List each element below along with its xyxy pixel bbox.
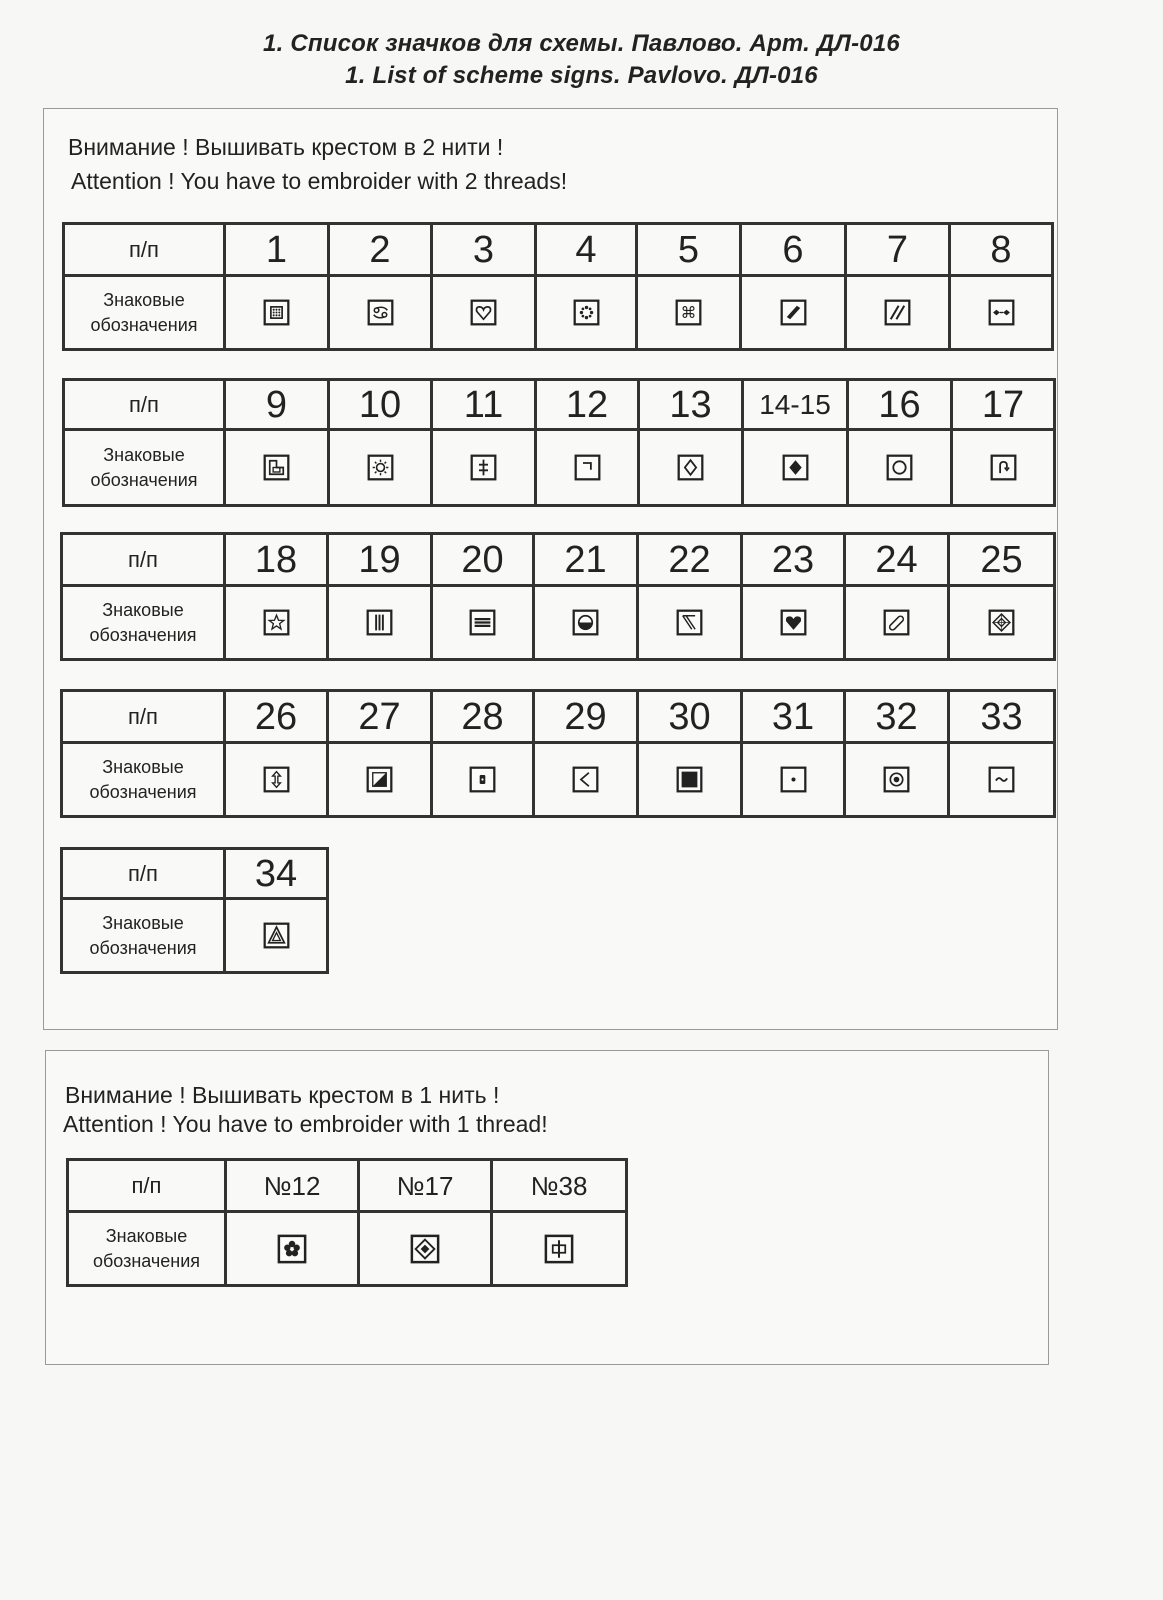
row-header: п/п [62, 691, 225, 743]
symbol-number: 26 [225, 691, 328, 743]
attention-en-two-threads: Attention ! You have to embroider with 2 threads! [71, 168, 568, 194]
symbol-cell [432, 276, 536, 350]
filled-square-icon [676, 766, 703, 793]
symbol-cell [845, 743, 949, 817]
star-outline-icon [263, 609, 290, 636]
circle-dot-icon [883, 766, 910, 793]
legend-table-3 [60, 532, 1056, 661]
symbol-cell [743, 430, 848, 506]
row-label [62, 743, 225, 817]
symbol-number: 23 [742, 534, 845, 586]
symbol-cell [949, 586, 1055, 660]
symbol-cell [536, 276, 637, 350]
symbol-number: 18 [225, 534, 328, 586]
symbol-number: 9 [225, 380, 329, 430]
symbol-number: 7 [846, 224, 950, 276]
symbol-number: 10 [329, 380, 432, 430]
center-dot-icon [780, 766, 807, 793]
symbol-number: 30 [638, 691, 742, 743]
svg-text:⌘: ⌘ [680, 303, 697, 323]
symbol-cell [329, 430, 432, 506]
row-label-line1: Знаковые [103, 444, 185, 465]
row-header: п/п [64, 224, 225, 276]
legend-table-1 [62, 222, 1054, 351]
symbol-number: 32 [845, 691, 949, 743]
diamond-in-diamond-icon [988, 609, 1015, 636]
symbol-number: 8 [950, 224, 1053, 276]
symbol-number: 20 [432, 534, 534, 586]
loop-arrow-icon [990, 454, 1017, 481]
symbol-cell [639, 430, 743, 506]
symbol-number: 6 [741, 224, 846, 276]
symbol-cell [432, 586, 534, 660]
double-cross-icon [470, 454, 497, 481]
corner-bracket-icon [574, 454, 601, 481]
symbol-cell [846, 276, 950, 350]
small-square-dot-icon [469, 766, 496, 793]
symbol-cell [225, 276, 329, 350]
symbol-number: 13 [639, 380, 743, 430]
row-label-line2: обозначения [89, 781, 197, 802]
symbol-cell [328, 743, 432, 817]
symbol-cell [742, 743, 845, 817]
symbol-cell [741, 276, 846, 350]
row-label [62, 899, 225, 973]
row-label-line2: обозначения [89, 624, 197, 645]
command-loop-icon [675, 299, 702, 326]
row-label-line2: обозначения [90, 314, 198, 335]
symbol-number: 1 [225, 224, 329, 276]
symbol-cell [432, 743, 534, 817]
symbol-number: 14-15 [743, 380, 848, 430]
symbol-number: 12 [536, 380, 639, 430]
symbol-number: 27 [328, 691, 432, 743]
symbol-cell [359, 1212, 492, 1286]
symbol-number: №17 [359, 1160, 492, 1212]
symbol-number: 31 [742, 691, 845, 743]
diamond-filled-icon [782, 454, 809, 481]
horizontal-bars-icon [469, 609, 496, 636]
row-label-line2: обозначения [92, 1250, 201, 1271]
symbol-cell [225, 743, 328, 817]
row-label-line2: обозначения [89, 937, 197, 958]
symbol-cell [225, 430, 329, 506]
symbol-cell [226, 1212, 359, 1286]
row-label [62, 586, 225, 660]
symbol-cell [534, 743, 638, 817]
triangle-in-triangle-icon [263, 922, 290, 949]
double-diamond-icon [988, 299, 1015, 326]
symbol-number: №38 [492, 1160, 627, 1212]
symbol-number: 11 [432, 380, 536, 430]
symbol-cell [432, 430, 536, 506]
page-title-ru: 1. Список значков для схемы. Павлово. Арт. ДЛ-016 [263, 30, 900, 57]
double-slash-icon [884, 299, 911, 326]
row-label-line1: Знаковые [102, 599, 184, 620]
symbol-number: 17 [952, 380, 1055, 430]
symbol-number: 25 [949, 534, 1055, 586]
symbol-number: №12 [226, 1160, 359, 1212]
cancer-sign-icon [367, 299, 394, 326]
attention-en-one-thread: Attention ! You have to embroider with 1 thread! [63, 1111, 548, 1137]
symbol-number: 16 [848, 380, 952, 430]
row-header: п/п [64, 380, 225, 430]
row-label [68, 1212, 226, 1286]
row-header: п/п [62, 849, 225, 899]
flower-filled-icon [277, 1234, 307, 1264]
symbol-cell [742, 586, 845, 660]
symbol-cell [225, 899, 328, 973]
row-label [64, 430, 225, 506]
symbol-cell [638, 743, 742, 817]
symbol-number: 28 [432, 691, 534, 743]
symbol-cell [638, 586, 742, 660]
sun-outline-icon [367, 454, 394, 481]
page-title-en: 1. List of scheme signs. Pavlovo. ДЛ-016 [345, 62, 818, 89]
symbol-cell [328, 586, 432, 660]
symbol-number: 4 [536, 224, 637, 276]
nested-square-icon [263, 454, 290, 481]
half-circle-filled-icon [572, 609, 599, 636]
symbol-number: 5 [637, 224, 741, 276]
symbol-cell [492, 1212, 627, 1286]
half-square-filled-icon [366, 766, 393, 793]
symbol-cell [952, 430, 1055, 506]
attention-ru-one-thread: Внимание ! Вышивать крестом в 1 нить ! [65, 1082, 500, 1108]
symbol-number: 24 [845, 534, 949, 586]
legend-table-2 [62, 378, 1056, 507]
symbol-cell [225, 586, 328, 660]
row-label-line2: обозначения [90, 469, 198, 490]
tilde-icon [988, 766, 1015, 793]
diamond-outline-icon [677, 454, 704, 481]
symbol-number: 22 [638, 534, 742, 586]
row-label-line1: Знаковые [102, 912, 184, 933]
symbol-cell [949, 743, 1055, 817]
row-header: п/п [68, 1160, 226, 1212]
symbol-number: 21 [534, 534, 638, 586]
symbol-number: 19 [328, 534, 432, 586]
symbol-cell [536, 430, 639, 506]
diamond-target-icon [410, 1234, 440, 1264]
row-header: п/п [62, 534, 225, 586]
symbol-number: 33 [949, 691, 1055, 743]
heart-filled-icon [780, 609, 807, 636]
flower-dots-icon [573, 299, 600, 326]
symbol-cell [637, 276, 741, 350]
symbol-cell [534, 586, 638, 660]
symbol-number: 34 [225, 849, 328, 899]
row-label-line1: Знаковые [105, 1225, 188, 1246]
up-down-arrow-icon [263, 766, 290, 793]
capsule-diagonal-icon [883, 609, 910, 636]
symbol-cell [329, 276, 432, 350]
vertical-bars-icon [366, 609, 393, 636]
row-label-line1: Знаковые [102, 756, 184, 777]
legend-table-5 [60, 847, 329, 974]
left-chevron-icon [572, 766, 599, 793]
symbol-number: 2 [329, 224, 432, 276]
symbol-cell [845, 586, 949, 660]
heart-outline-icon [470, 299, 497, 326]
symbol-number: 29 [534, 691, 638, 743]
row-label [64, 276, 225, 350]
row-label-line1: Знаковые [103, 289, 185, 310]
legend-table-one-thread [66, 1158, 628, 1287]
dotted-grid-square-icon [263, 299, 290, 326]
center-cross-icon [544, 1234, 574, 1264]
legend-table-4 [60, 689, 1056, 818]
circle-outline-icon [886, 454, 913, 481]
attention-ru-two-threads: Внимание ! Вышивать крестом в 2 нити ! [68, 134, 504, 160]
diagonal-lines-icon [676, 609, 703, 636]
symbol-cell [950, 276, 1053, 350]
diagonal-bar-filled-icon [780, 299, 807, 326]
symbol-number: 3 [432, 224, 536, 276]
symbol-cell [848, 430, 952, 506]
